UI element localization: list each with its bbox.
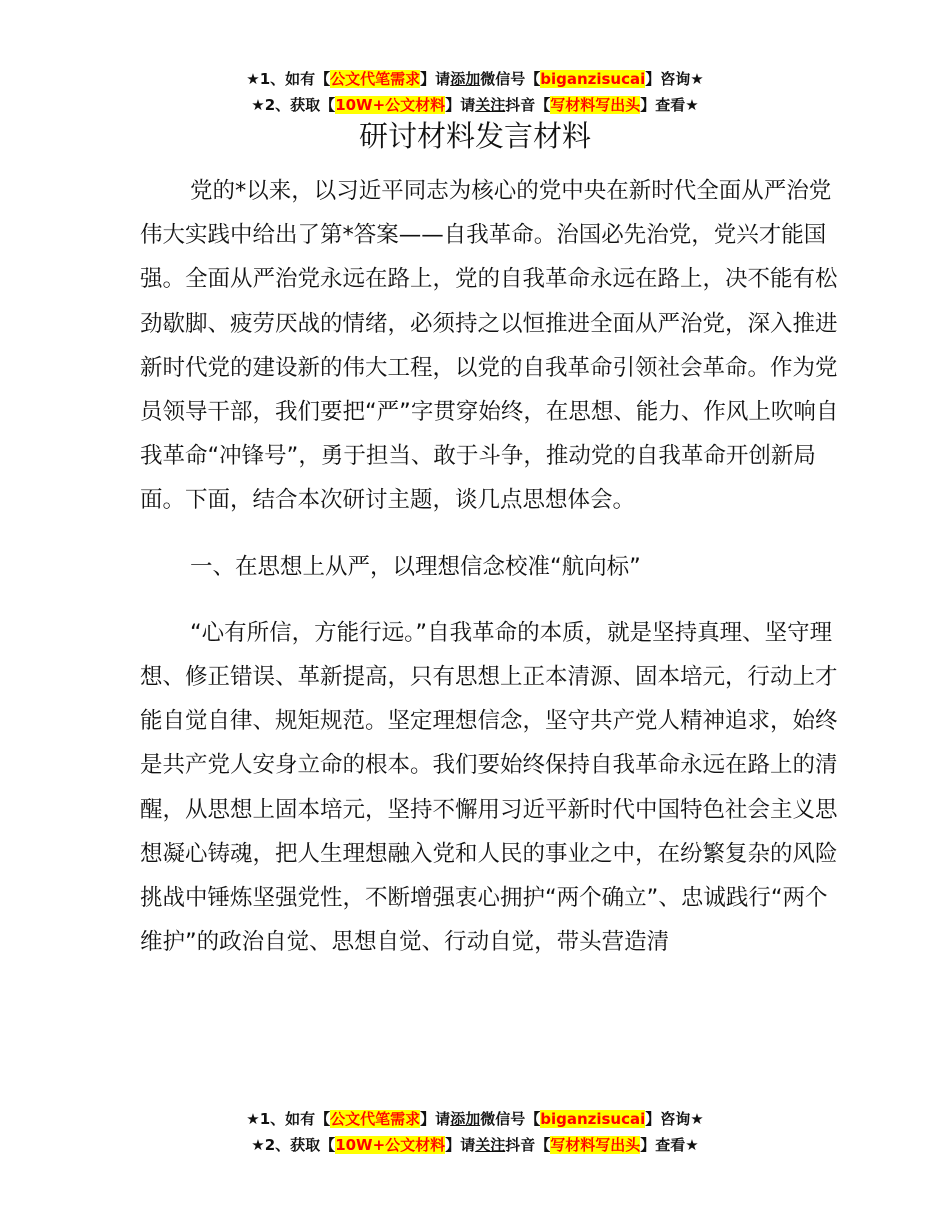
wechat-id: biganzisucai [540, 70, 646, 88]
wechat-id: biganzisucai [540, 1110, 646, 1128]
section-heading-1: 一、在思想上从严，以理想信念校准“航向标” [190, 553, 641, 580]
paragraph-section-1: “心有所信，方能行远。”自我革命的本质，就是坚持真理、坚守理想、修正错误、革新提高，只有思想上正本清源、固本培元，行动上才能自觉自律、规矩规范。坚定理想信念，坚守共产党人精神追求，始终是共产党人安身立命的根本。我们要始终保持自我革命永远在路上的清醒，从思想上固本培元，坚持不懈用习近平新时代中国特色社会主义思想凝心铸魂，把人生理想融入党和人民的事业之中，在纷繁复杂的风险挑战中锤炼坚强党性，不断增强衷心拥护“两个确立”、忠诚践行“两个维护”的政治自觉、思想自觉、行动自觉，带头营造清 [140, 619, 838, 956]
promo-text: 】请 [445, 1136, 476, 1154]
promo-text: ★2、获取【 [251, 1136, 336, 1154]
promo-text: 】咨询★ [645, 70, 704, 88]
document-title: 研讨材料发言材料 [358, 119, 591, 153]
promo-text: 微信号【 [480, 70, 541, 88]
promo-text: ★1、如有【 [246, 70, 331, 88]
douyin-account: 写材料写出头 [550, 96, 641, 114]
promo-underline: 关注 [475, 1136, 506, 1154]
paragraph-intro: 党的*以来，以习近平同志为核心的党中央在新时代全面从严治党伟大实践中给出了第*答案——自我革命。治国必先治党，党兴才能国强。全面从严治党永远在路上，党的自我革命永远在路上，决不能有松劲歇脚、疲劳厌战的情绪，必须持之以恒推进全面从严治党，深入推进新时代党的建设新的伟大工程，以党的自我革命引领社会革命。作为党员领导干部，我们要把“严”字贯穿始终，在思想、能力、作风上吹响自我革命“冲锋号”，勇于担当、敢于斗争，推动党的自我革命开创新局面。下面，结合本次研讨主题，谈几点思想体会。 [140, 178, 839, 514]
promo-highlight: 10W+公文材料 [335, 1136, 446, 1154]
promo-line-1 [0, 1106, 950, 1132]
promo-banner-bottom [0, 1106, 950, 1158]
promo-underline: 添加 [450, 1110, 481, 1128]
promo-highlight: 公文代笔需求 [330, 1110, 421, 1128]
promo-highlight: 公文代笔需求 [330, 70, 421, 88]
document-body [140, 169, 840, 964]
promo-text: 】请 [420, 1110, 451, 1128]
promo-highlight: 10W+公文材料 [335, 96, 446, 114]
promo-text: 】查看★ [640, 96, 699, 114]
douyin-account: 写材料写出头 [550, 1136, 641, 1154]
promo-text: ★1、如有【 [246, 1110, 331, 1128]
promo-line-2 [0, 1132, 950, 1158]
promo-text: 微信号【 [480, 1110, 541, 1128]
promo-underline: 关注 [475, 96, 506, 114]
promo-underline: 添加 [450, 70, 481, 88]
promo-text: 】请 [420, 70, 451, 88]
promo-text: 】查看★ [640, 1136, 699, 1154]
promo-line-1 [0, 66, 950, 92]
promo-text: 抖音【 [505, 96, 551, 114]
promo-text: ★2、获取【 [251, 96, 336, 114]
promo-text: 】请 [445, 96, 476, 114]
promo-text: 抖音【 [505, 1136, 551, 1154]
promo-banner-top [0, 66, 950, 118]
promo-text: 】咨询★ [645, 1110, 704, 1128]
